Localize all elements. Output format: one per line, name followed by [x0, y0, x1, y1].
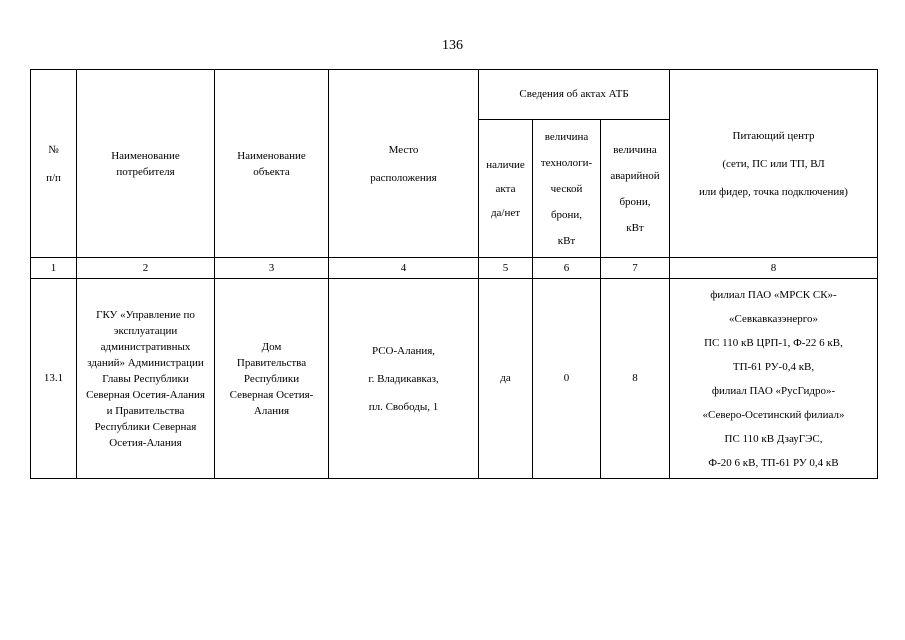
cell-act: да	[479, 279, 533, 479]
column-number: 6	[533, 258, 601, 279]
header-consumer: Наименование потребителя	[77, 70, 215, 258]
column-number-row	[31, 258, 878, 279]
column-number: 8	[670, 258, 878, 279]
header-location: Место расположения	[329, 70, 479, 258]
header-row-top	[31, 70, 878, 120]
atb-table	[30, 69, 878, 479]
header-tech-reserve: величина технологи- ческой брони, кВт	[533, 120, 601, 258]
header-num: № п/п	[31, 70, 77, 258]
cell-power-center: филиал ПАО «МРСК СК»- «Севкавказэнерго» ПС 110 кВ ЦРП-1, Ф-22 6 кВ, ТП-61 РУ-0,4 кВ, филиал ПАО «РусГидро»- «Северо-Осетинский филиал» ПС 110 кВ ДзауГЭС, Ф-20 6 кВ, ТП-61 РУ 0,4 кВ	[670, 279, 878, 479]
column-number: 2	[77, 258, 215, 279]
column-number: 4	[329, 258, 479, 279]
cell-num: 13.1	[31, 279, 77, 479]
header-atb-group: Сведения об актах АТБ	[479, 70, 670, 120]
header-emergency-reserve: величина аварийной брони, кВт	[601, 120, 670, 258]
column-number: 1	[31, 258, 77, 279]
header-object: Наименование объекта	[215, 70, 329, 258]
cell-object: Дом Правительства Республики Северная Осетия- Алания	[215, 279, 329, 479]
page-number: 136	[442, 38, 463, 53]
cell-location: РСО-Алания, г. Владикавказ, пл. Свободы, 1	[329, 279, 479, 479]
column-number: 5	[479, 258, 533, 279]
cell-tech-reserve: 0	[533, 279, 601, 479]
column-number: 3	[215, 258, 329, 279]
cell-consumer: ГКУ «Управление по эксплуатации административных зданий» Администрации Главы Республики Северная Осетия-Алания и Правительства Республики Северная Осетия-Алания	[77, 279, 215, 479]
column-number: 7	[601, 258, 670, 279]
header-act: наличие акта да/нет	[479, 120, 533, 258]
cell-emergency-reserve: 8	[601, 279, 670, 479]
header-power-center: Питающий центр (сети, ПС или ТП, ВЛ или фидер, точка подключения)	[670, 70, 878, 258]
table-row	[31, 279, 878, 479]
